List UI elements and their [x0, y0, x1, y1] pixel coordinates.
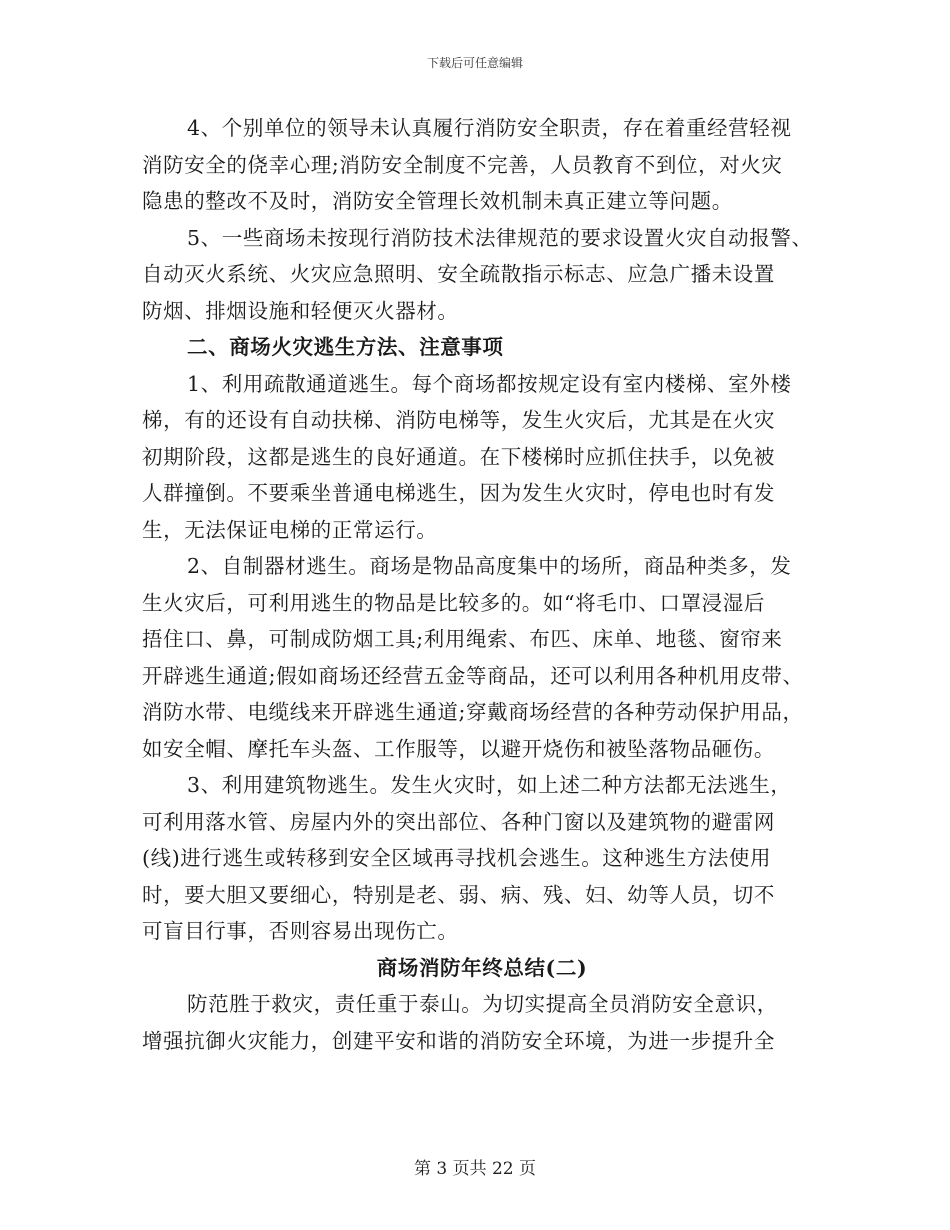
- text-line: 5、一些商场未按现行消防技术法律规范的要求设置火灾自动报警、: [187, 225, 813, 250]
- page-header: 下载后可任意编辑: [426, 56, 523, 70]
- paragraph-method-2: [142, 548, 822, 767]
- paragraph-item-5: [142, 220, 822, 330]
- text-line: 增强抗御火灾能力，创建平安和谐的消防安全环境，为进一步提升全: [142, 1028, 775, 1053]
- document-title: 商场消防年终总结(二): [376, 955, 588, 980]
- text-line: 如安全帽、摩托车头盔、工作服等，以避开烧伤和被坠落物品砸伤。: [142, 736, 775, 761]
- text-line: 初期阶段，这都是逃生的良好通道。在下楼梯时应抓住扶手，以免被: [142, 444, 775, 469]
- text-line: (线)进行逃生或转移到安全区域再寻找机会逃生。这种逃生方法使用: [142, 846, 772, 870]
- text-line: 1、利用疏散通道逃生。每个商场都按规定设有室内楼梯、室外楼: [187, 371, 792, 396]
- text-line: 时，要大胆又要细心，特别是老、弱、病、残、妇、幼等人员，切不: [142, 882, 775, 907]
- text-line: 消防安全的侥幸心理;消防安全制度不完善，人员教育不到位，对火灾: [142, 152, 783, 177]
- paragraph-method-3: [142, 767, 822, 950]
- text-line: 开辟逃生通道;假如商场还经营五金等商品，还可以利用各种机用皮带、: [142, 663, 804, 688]
- text-line: 防范胜于救灾，责任重于泰山。为切实提高全员消防安全意识，: [187, 992, 778, 1016]
- text-line: 防烟、排烟设施和轻便灭火器材。: [142, 298, 459, 323]
- text-line: 人群撞倒。不要乘坐普通电梯逃生，因为发生火灾时，停电也时有发: [142, 481, 775, 505]
- text-line: 梯，有的还设有自动扶梯、消防电梯等，发生火灾后，尤其是在火灾: [142, 408, 775, 432]
- page-footer: 第 3 页共 22 页: [413, 1159, 537, 1179]
- text-line: 4、个别单位的领导未认真履行消防安全职责，存在着重经营轻视: [187, 116, 792, 140]
- text-line: 2、自制器材逃生。商场是物品高度集中的场所，商品种类多，发: [187, 554, 792, 578]
- paragraph-item-4: [142, 110, 822, 220]
- text-line: 3、利用建筑物逃生。发生火灾时，如上述二种方法都无法逃生，: [187, 773, 792, 797]
- text-line: 消防水带、电缆线来开辟逃生通道;穿戴商场经营的各种劳动保护用品，: [142, 700, 804, 724]
- text-line: 生，无法保证电梯的正常运行。: [142, 517, 438, 542]
- text-line: 捂住口、鼻，可制成防烟工具;利用绳索、布匹、床单、地毯、窗帘来: [142, 627, 783, 651]
- text-line: 可盲目行事，否则容易出现伤亡。: [142, 919, 459, 943]
- text-line: 隐患的整改不及时，消防安全管理长效机制未真正建立等问题。: [142, 189, 733, 213]
- text-line: 可利用落水管、房屋内外的突出部位、各种门窗以及建筑物的避雷网: [142, 809, 775, 834]
- text-line: 自动灭火系统、火灾应急照明、安全疏散指示标志、应急广播未设置: [142, 262, 775, 286]
- document-body: [142, 110, 822, 1059]
- paragraph-method-1: [142, 366, 822, 549]
- paragraph-intro: [142, 986, 822, 1059]
- text-line: 生火灾后，可利用逃生的物品是比较多的。如“将毛巾、口罩浸湿后: [142, 590, 765, 615]
- section-heading: 二、商场火灾逃生方法、注意事项: [187, 335, 504, 359]
